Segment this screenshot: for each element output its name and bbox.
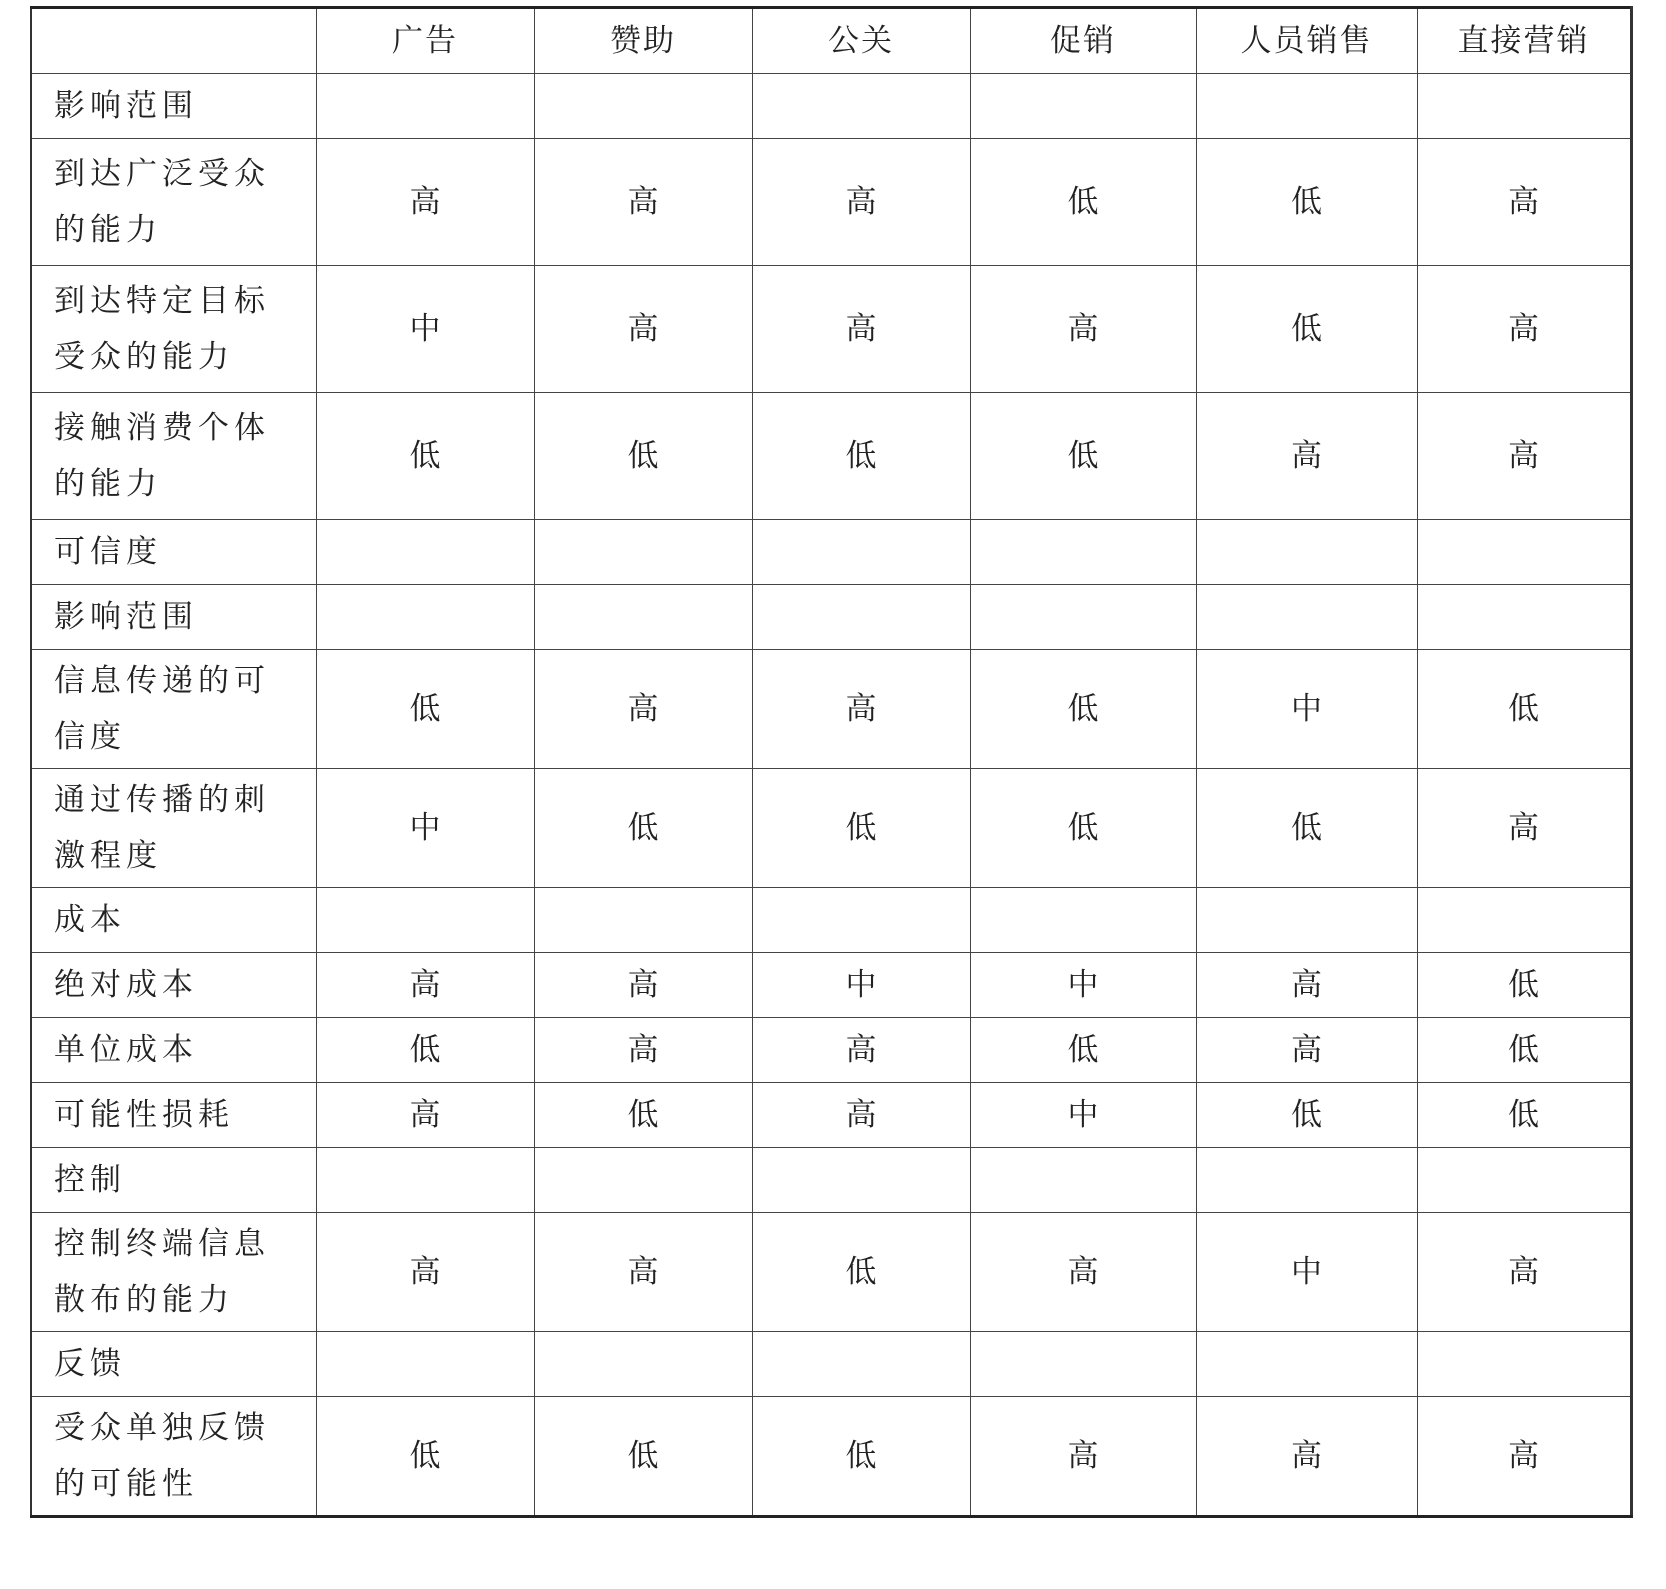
table-cell bbox=[316, 1148, 534, 1213]
table-cell: 低 bbox=[970, 393, 1196, 520]
table-row bbox=[31, 1083, 1631, 1148]
row-label: 控制 bbox=[31, 1148, 316, 1213]
row-label: 单位成本 bbox=[31, 1018, 316, 1083]
table-cell bbox=[1417, 1148, 1631, 1213]
row-label: 影响范围 bbox=[31, 74, 316, 139]
table-cell: 高 bbox=[316, 139, 534, 266]
table-cell: 低 bbox=[316, 1018, 534, 1083]
table-body bbox=[31, 74, 1631, 1517]
table-row bbox=[31, 888, 1631, 953]
table-cell bbox=[1196, 585, 1417, 650]
row-label: 到达特定目标受众的能力 bbox=[31, 266, 316, 393]
table-cell bbox=[1196, 1332, 1417, 1397]
table-cell bbox=[1196, 520, 1417, 585]
row-label: 可信度 bbox=[31, 520, 316, 585]
table-cell bbox=[1417, 888, 1631, 953]
header-cell-public-relations: 公关 bbox=[752, 8, 970, 74]
table-cell: 高 bbox=[534, 1018, 752, 1083]
row-label: 到达广泛受众的能力 bbox=[31, 139, 316, 266]
table-cell bbox=[970, 1148, 1196, 1213]
table-cell bbox=[970, 1332, 1196, 1397]
table-cell bbox=[534, 585, 752, 650]
table-cell: 中 bbox=[1196, 650, 1417, 769]
table-cell: 低 bbox=[1196, 139, 1417, 266]
table-cell: 中 bbox=[970, 1083, 1196, 1148]
table-row bbox=[31, 139, 1631, 266]
table-cell: 低 bbox=[970, 139, 1196, 266]
table-cell: 高 bbox=[1417, 266, 1631, 393]
table-cell bbox=[752, 74, 970, 139]
table-cell: 高 bbox=[970, 1213, 1196, 1332]
table-cell: 中 bbox=[316, 769, 534, 888]
table-cell: 高 bbox=[1196, 1018, 1417, 1083]
table-cell: 高 bbox=[752, 650, 970, 769]
table-cell bbox=[970, 520, 1196, 585]
table-cell: 高 bbox=[752, 139, 970, 266]
table-row bbox=[31, 1148, 1631, 1213]
table-cell: 高 bbox=[534, 650, 752, 769]
table-cell: 高 bbox=[534, 1213, 752, 1332]
row-label: 通过传播的刺激程度 bbox=[31, 769, 316, 888]
table-cell: 高 bbox=[316, 1083, 534, 1148]
table-cell: 中 bbox=[970, 953, 1196, 1018]
table-cell bbox=[752, 1332, 970, 1397]
table-cell: 低 bbox=[534, 393, 752, 520]
table-header bbox=[31, 8, 1631, 74]
table-cell: 低 bbox=[752, 1397, 970, 1517]
table-cell: 高 bbox=[534, 139, 752, 266]
table-row bbox=[31, 1397, 1631, 1517]
table-row bbox=[31, 953, 1631, 1018]
table-cell: 高 bbox=[1417, 139, 1631, 266]
row-label: 控制终端信息散布的能力 bbox=[31, 1213, 316, 1332]
table-cell: 低 bbox=[1417, 953, 1631, 1018]
table-cell bbox=[1417, 1332, 1631, 1397]
table-cell: 高 bbox=[534, 266, 752, 393]
table-cell: 高 bbox=[752, 266, 970, 393]
table-cell bbox=[970, 585, 1196, 650]
table-cell: 高 bbox=[534, 953, 752, 1018]
table-cell bbox=[534, 74, 752, 139]
table-cell: 低 bbox=[970, 1018, 1196, 1083]
table-cell: 高 bbox=[1196, 953, 1417, 1018]
table-cell: 低 bbox=[534, 1083, 752, 1148]
table-cell: 高 bbox=[970, 266, 1196, 393]
header-cell-advertising: 广告 bbox=[316, 8, 534, 74]
table-cell bbox=[1417, 585, 1631, 650]
table-cell bbox=[534, 1332, 752, 1397]
table-cell bbox=[1417, 74, 1631, 139]
row-label: 信息传递的可信度 bbox=[31, 650, 316, 769]
table-cell: 低 bbox=[752, 1213, 970, 1332]
table-cell: 高 bbox=[1417, 1397, 1631, 1517]
table-cell: 高 bbox=[752, 1018, 970, 1083]
table-cell: 低 bbox=[1417, 1018, 1631, 1083]
header-cell-personal-selling: 人员销售 bbox=[1196, 8, 1417, 74]
table-cell: 中 bbox=[316, 266, 534, 393]
table-cell: 低 bbox=[1196, 266, 1417, 393]
row-label: 影响范围 bbox=[31, 585, 316, 650]
table-cell: 低 bbox=[316, 1397, 534, 1517]
table-cell: 低 bbox=[1196, 1083, 1417, 1148]
table-cell bbox=[316, 74, 534, 139]
table-cell: 高 bbox=[1196, 393, 1417, 520]
table-row bbox=[31, 769, 1631, 888]
header-cell-corner bbox=[31, 8, 316, 74]
table-cell: 中 bbox=[1196, 1213, 1417, 1332]
table-row bbox=[31, 266, 1631, 393]
table-cell bbox=[970, 74, 1196, 139]
table-cell: 低 bbox=[970, 769, 1196, 888]
table-cell: 低 bbox=[316, 393, 534, 520]
row-label: 绝对成本 bbox=[31, 953, 316, 1018]
row-label: 受众单独反馈的可能性 bbox=[31, 1397, 316, 1517]
table-cell bbox=[316, 585, 534, 650]
row-label: 可能性损耗 bbox=[31, 1083, 316, 1148]
table-cell bbox=[970, 888, 1196, 953]
table-cell bbox=[752, 1148, 970, 1213]
table-cell: 低 bbox=[1417, 1083, 1631, 1148]
table-cell bbox=[1417, 520, 1631, 585]
table-row bbox=[31, 520, 1631, 585]
table-cell: 高 bbox=[970, 1397, 1196, 1517]
table-row bbox=[31, 650, 1631, 769]
header-cell-sales-promotion: 促销 bbox=[970, 8, 1196, 74]
table-row bbox=[31, 74, 1631, 139]
row-label: 成本 bbox=[31, 888, 316, 953]
table-cell: 低 bbox=[316, 650, 534, 769]
header-cell-sponsorship: 赞助 bbox=[534, 8, 752, 74]
table-cell bbox=[752, 888, 970, 953]
table-cell: 高 bbox=[1417, 769, 1631, 888]
table-cell bbox=[534, 520, 752, 585]
table-cell bbox=[752, 585, 970, 650]
table-row bbox=[31, 1213, 1631, 1332]
table-cell: 低 bbox=[752, 769, 970, 888]
table-row bbox=[31, 393, 1631, 520]
table-cell: 低 bbox=[1196, 769, 1417, 888]
table-cell: 中 bbox=[752, 953, 970, 1018]
table-cell: 低 bbox=[534, 1397, 752, 1517]
table-cell: 高 bbox=[316, 1213, 534, 1332]
table-cell: 高 bbox=[1417, 393, 1631, 520]
table-cell bbox=[752, 520, 970, 585]
table-cell: 低 bbox=[752, 393, 970, 520]
table-row bbox=[31, 585, 1631, 650]
comparison-table bbox=[30, 6, 1633, 1518]
header-cell-direct-marketing: 直接营销 bbox=[1417, 8, 1631, 74]
header-row bbox=[31, 8, 1631, 74]
table-row bbox=[31, 1018, 1631, 1083]
table-cell: 高 bbox=[1196, 1397, 1417, 1517]
table-cell: 高 bbox=[752, 1083, 970, 1148]
table-cell bbox=[1196, 1148, 1417, 1213]
table-row bbox=[31, 1332, 1631, 1397]
table-cell: 低 bbox=[970, 650, 1196, 769]
table-cell: 低 bbox=[1417, 650, 1631, 769]
table-cell bbox=[1196, 74, 1417, 139]
table-cell: 高 bbox=[1417, 1213, 1631, 1332]
table-cell bbox=[534, 888, 752, 953]
table-cell: 低 bbox=[534, 769, 752, 888]
table-cell bbox=[316, 520, 534, 585]
document-page bbox=[30, 6, 1630, 1518]
row-label: 反馈 bbox=[31, 1332, 316, 1397]
row-label: 接触消费个体的能力 bbox=[31, 393, 316, 520]
table-cell bbox=[534, 1148, 752, 1213]
table-cell bbox=[316, 888, 534, 953]
table-cell bbox=[1196, 888, 1417, 953]
table-cell: 高 bbox=[316, 953, 534, 1018]
table-cell bbox=[316, 1332, 534, 1397]
